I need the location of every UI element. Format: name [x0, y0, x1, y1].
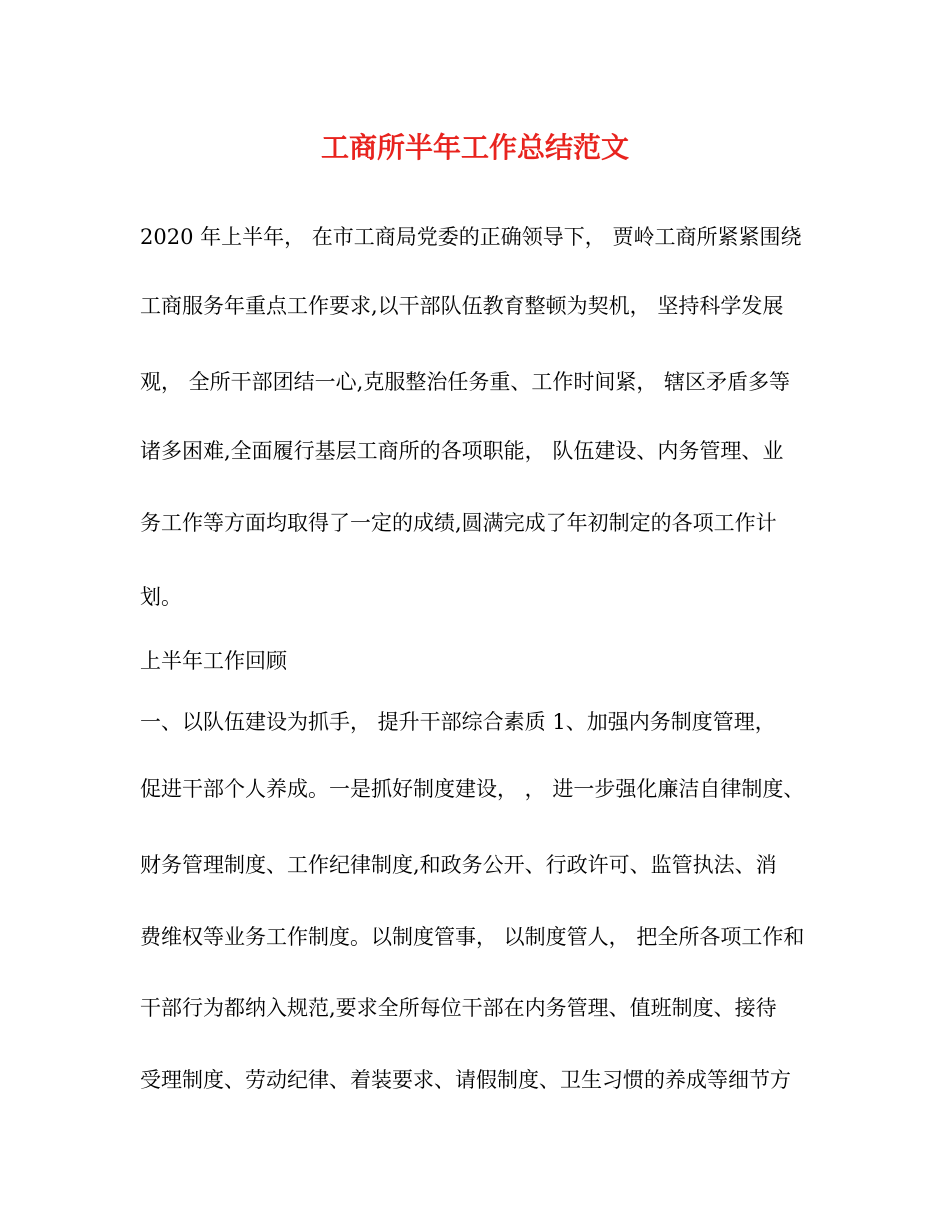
paragraph-line: 受理制度、劳动纪律、着装要求、请假制度、卫生习惯的养成等细节方 [140, 1068, 791, 1092]
paragraph-line: 务工作等方面均取得了一定的成绩,圆满完成了年初制定的各项工作计 [140, 511, 777, 535]
paragraph-line: 2020 年上半年， 在市工商局党委的正确领导下， 贾岭工商所紧紧围绕 [140, 225, 802, 249]
paragraph-line: 财务管理制度、工作纪律制度,和政务公开、行政许可、监管执法、消 [140, 853, 777, 877]
paragraph-line: 观， 全所干部团结一心,克服整治任务重、工作时间紧， 辖区矛盾多等 [140, 370, 791, 394]
document-title: 工商所半年工作总结范文 [320, 131, 629, 164]
paragraph-line: 促进干部个人养成。一是抓好制度建设， ， 进一步强化廉洁自律制度、 [140, 777, 805, 801]
paragraph-line: 划。 [140, 585, 182, 609]
section-heading: 上半年工作回顾 [140, 649, 287, 673]
paragraph-line: 一、以队伍建设为抓手， 提升干部综合素质 1、加强内务制度管理， [140, 710, 776, 734]
paragraph-line: 干部行为都纳入规范,要求全所每位干部在内务管理、值班制度、接待 [140, 996, 777, 1020]
paragraph-line: 工商服务年重点工作要求,以干部队伍教育整顿为契机， 坚持科学发展 [140, 294, 784, 318]
paragraph-line: 费维权等业务工作制度。以制度管事， 以制度管人， 把全所各项工作和 [140, 925, 805, 949]
paragraph-line: 诸多困难,全面履行基层工商所的各项职能， 队伍建设、内务管理、业 [140, 439, 784, 463]
